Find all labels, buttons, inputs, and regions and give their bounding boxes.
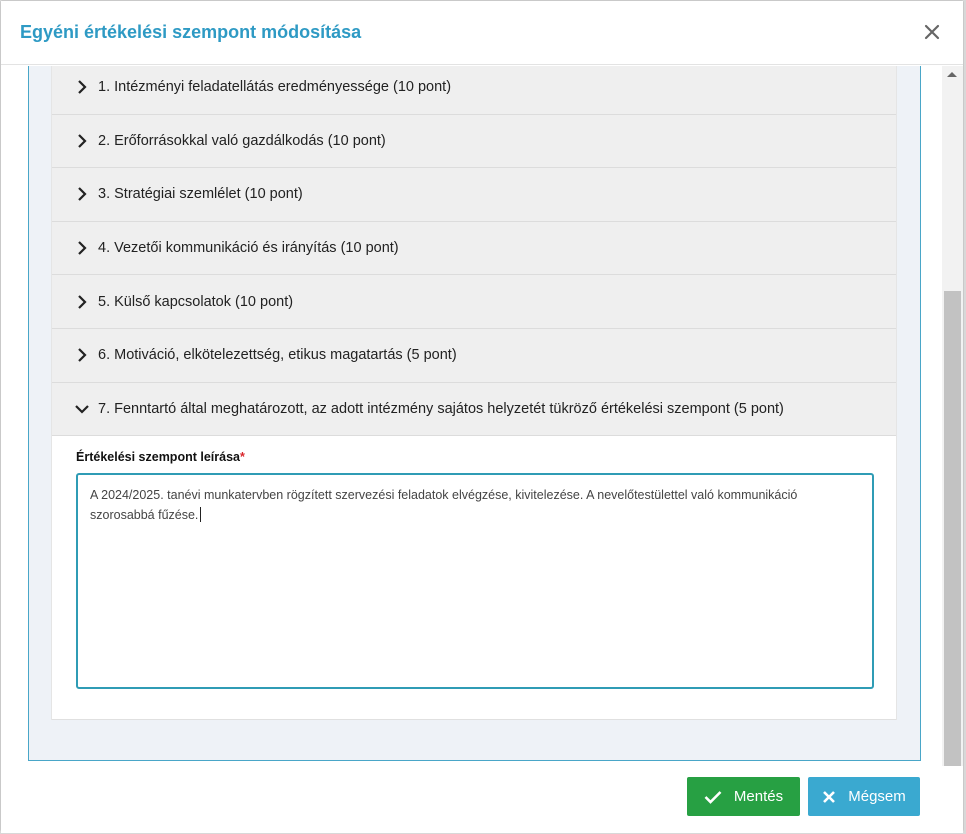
chevron-right-icon [74, 294, 90, 310]
save-button[interactable] [687, 777, 800, 816]
description-text: A 2024/2025. tanévi munkatervben rögzített szervezési feladatok elvégzése, kivitelezése. A nevelőtestülettel való kommunikáció szorosabbá fűzése. [90, 488, 798, 523]
accordion-item-label: 7. Fenntartó által meghatározott, az adott intézmény sajátos helyzetét tükröző értékelési szempont (5 pont) [98, 400, 784, 417]
cancel-button[interactable] [808, 777, 920, 816]
description-label [76, 450, 872, 464]
description-label-text: Értékelési szempont leírása [76, 450, 240, 465]
accordion-item-6[interactable] [52, 329, 896, 383]
accordion-item-1[interactable] [52, 66, 896, 115]
description-textarea[interactable] [76, 473, 874, 689]
chevron-right-icon [74, 133, 90, 149]
save-button-label: Mentés [733, 788, 784, 805]
accordion-item-label: 3. Stratégiai szemlélet (10 pont) [98, 186, 303, 203]
accordion-item-label: 2. Erőforrásokkal való gazdálkodás (10 pont) [98, 132, 386, 149]
scroll-up-arrow-icon[interactable] [947, 72, 957, 77]
scrollbar-thumb[interactable] [944, 291, 961, 766]
accordion-item-label: 6. Motiváció, elkötelezettség, etikus magatartás (5 pont) [98, 347, 457, 364]
accordion-item-4[interactable] [52, 222, 896, 276]
dialog-footer [1, 766, 963, 833]
accordion-item-7[interactable] [52, 383, 896, 437]
accordion-item-label: 5. Külső kapcsolatok (10 pont) [98, 293, 294, 310]
chevron-right-icon [74, 186, 90, 202]
accordion-item-7-content [52, 436, 896, 720]
cancel-button-label: Mégsem [848, 788, 906, 805]
dialog-title: Egyéni értékelési szempont módosítása [20, 22, 362, 42]
required-marker: * [239, 450, 245, 465]
check-icon [704, 790, 722, 804]
chevron-right-icon [74, 347, 90, 363]
text-cursor [200, 507, 201, 522]
accordion-item-label: 1. Intézményi feladatellátás eredményessége (10 pont) [98, 79, 452, 96]
dialog-body [1, 66, 942, 766]
close-icon [923, 23, 941, 41]
accordion-item-3[interactable] [52, 168, 896, 222]
dialog-header [1, 1, 963, 65]
close-button[interactable] [923, 23, 941, 41]
x-icon [822, 790, 836, 804]
accordion-item-2[interactable] [52, 115, 896, 169]
vertical-scrollbar[interactable] [942, 66, 963, 766]
chevron-down-icon [74, 401, 90, 417]
accordion-item-label: 4. Vezetői kommunikáció és irányítás (10 pont) [98, 240, 399, 257]
criteria-panel [28, 66, 921, 761]
criteria-accordion [51, 66, 897, 720]
chevron-right-icon [74, 240, 90, 256]
accordion-item-5[interactable] [52, 275, 896, 329]
chevron-right-icon [74, 79, 90, 95]
